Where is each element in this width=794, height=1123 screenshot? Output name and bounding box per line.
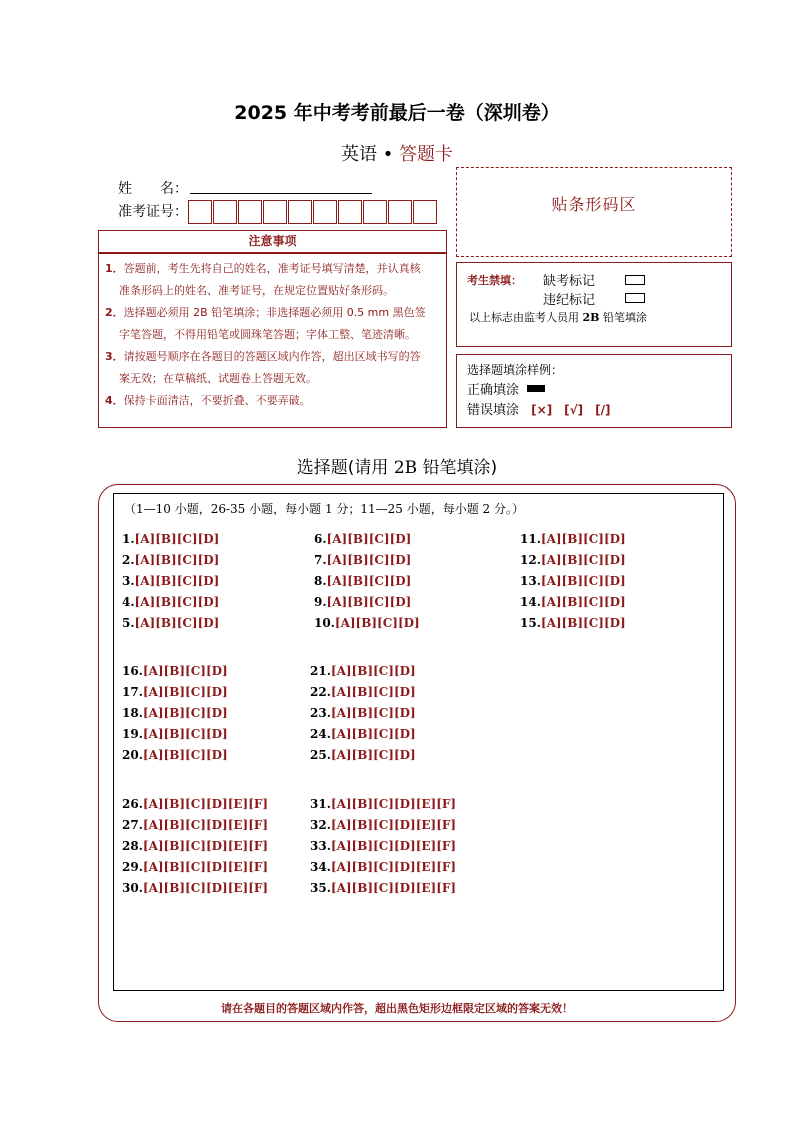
answer-options[interactable]: [A][B][C][D] [540, 532, 626, 546]
question-number: 3. [122, 574, 135, 588]
name-label: 姓 名： [118, 181, 188, 197]
note-item-cont: 字笔答题，不得用铅笔或圆珠笔答题；字体工整、笔迹清晰。 [119, 328, 416, 341]
question-group-26-30 [122, 797, 268, 902]
note-item: 4．保持卡面清洁，不要折叠、不要弄破。 [105, 394, 311, 407]
answer-options[interactable]: [A][B][C][D][E][F] [330, 818, 457, 832]
question-row [310, 664, 416, 685]
question-row [122, 706, 228, 727]
answer-options[interactable]: [A][B][C][D][E][F] [142, 797, 269, 811]
question-number: 17. [122, 685, 143, 699]
question-row [310, 797, 456, 818]
question-number: 31. [310, 797, 331, 811]
answer-options[interactable]: [A][B][C][D] [134, 532, 220, 546]
answer-options[interactable]: [A][B][C][D] [142, 664, 228, 678]
card-label: 答题卡 [399, 144, 454, 165]
question-number: 33. [310, 839, 331, 853]
question-number: 32. [310, 818, 331, 832]
question-row [520, 574, 626, 595]
answer-options[interactable]: [A][B][C][D] [326, 532, 412, 546]
question-number: 8. [314, 574, 327, 588]
question-number: 18. [122, 706, 143, 720]
question-number: 16. [122, 664, 143, 678]
id-digit-box[interactable] [213, 200, 237, 224]
answer-options[interactable]: [A][B][C][D] [134, 553, 220, 567]
id-digit-box[interactable] [413, 200, 437, 224]
question-number: 14. [520, 595, 541, 609]
violation-label: 违纪标记 [543, 293, 596, 308]
fill-example-box [456, 354, 732, 428]
forbidden-note: 以上标志由监考人员用 2B 铅笔填涂 [469, 311, 647, 324]
question-row [122, 664, 228, 685]
question-row [122, 685, 228, 706]
question-row [520, 595, 626, 616]
note-item-cont: 案无效；在草稿纸、试题卷上答题无效。 [119, 372, 317, 385]
question-number: 10. [314, 616, 335, 630]
barcode-label: 贴条形码区 [551, 195, 637, 214]
question-row [122, 881, 268, 902]
name-field[interactable] [190, 193, 372, 194]
question-group-31-35 [310, 797, 456, 902]
id-digit-box[interactable] [363, 200, 387, 224]
answer-options[interactable]: [A][B][C][D] [330, 664, 416, 678]
answer-options[interactable]: [A][B][C][D][E][F] [330, 860, 457, 874]
question-number: 24. [310, 727, 331, 741]
question-number: 11. [520, 532, 541, 546]
correct-fill-label: 正确填涂 [467, 383, 520, 398]
question-number: 34. [310, 860, 331, 874]
answer-options[interactable]: [A][B][C][D] [142, 706, 228, 720]
answer-options[interactable]: [A][B][C][D][E][F] [330, 881, 457, 895]
question-row [310, 839, 456, 860]
question-number: 35. [310, 881, 331, 895]
question-number: 28. [122, 839, 143, 853]
separator-dot: • [382, 144, 394, 165]
question-row [122, 748, 228, 769]
question-row [122, 616, 219, 637]
question-number: 22. [310, 685, 331, 699]
question-number: 27. [122, 818, 143, 832]
exam-id-boxes[interactable] [188, 200, 438, 224]
answer-options[interactable]: [A][B][C][D] [142, 685, 228, 699]
question-number: 29. [122, 860, 143, 874]
absent-label: 缺考标记 [543, 274, 596, 289]
answer-options[interactable]: [A][B][C][D] [540, 553, 626, 567]
question-row [314, 553, 420, 574]
note-item-cont: 准条形码上的姓名、准考证号，在规定位置贴好条形码。 [119, 284, 394, 297]
question-row [122, 797, 268, 818]
question-number: 6. [314, 532, 327, 546]
answer-options[interactable]: [A][B][C][D] [334, 616, 420, 630]
answer-options[interactable]: [A][B][C][D] [326, 595, 412, 609]
question-row [310, 727, 416, 748]
note-item: 2．选择题必须用 2B 铅笔填涂；非选择题必须用 0.5 mm 黑色签 [105, 306, 426, 319]
question-row [122, 532, 219, 553]
question-row [122, 727, 228, 748]
answer-options[interactable]: [A][B][C][D] [142, 748, 228, 762]
question-row [310, 706, 416, 727]
question-number: 1. [122, 532, 135, 546]
question-group-1-5 [122, 532, 219, 637]
question-group-11-15 [520, 532, 626, 637]
answer-options[interactable]: [A][B][C][D] [326, 574, 412, 588]
answer-options[interactable]: [A][B][C][D] [540, 595, 626, 609]
question-row [122, 574, 219, 595]
question-number: 12. [520, 553, 541, 567]
question-number: 7. [314, 553, 327, 567]
answer-options[interactable]: [A][B][C][D] [330, 727, 416, 741]
answer-options[interactable]: [A][B][C][D][E][F] [330, 839, 457, 853]
forbidden-label: 考生禁填： [467, 274, 522, 287]
answer-options[interactable]: [A][B][C][D] [134, 574, 220, 588]
answer-options[interactable]: [A][B][C][D] [330, 748, 416, 762]
question-row [122, 818, 268, 839]
question-number: 13. [520, 574, 541, 588]
barcode-area [456, 167, 732, 257]
question-row [310, 748, 416, 769]
score-instruction: （1—10 小题，26-35 小题，每小题 1 分；11—25 小题，每小题 2 分。） [124, 502, 525, 516]
fill-example-title: 选择题填涂样例： [467, 363, 564, 377]
question-row [310, 818, 456, 839]
question-row [122, 860, 268, 881]
answer-options[interactable]: [A][B][C][D] [540, 616, 626, 630]
notes-box [98, 253, 447, 428]
question-number: 2. [122, 553, 135, 567]
question-row [520, 553, 626, 574]
answer-options[interactable]: [A][B][C][D] [330, 706, 416, 720]
id-digit-box[interactable] [388, 200, 412, 224]
id-digit-box[interactable] [238, 200, 262, 224]
page-title: 2025 年中考考前最后一卷（深圳卷） [234, 102, 560, 124]
id-digit-box[interactable] [263, 200, 287, 224]
question-row [314, 616, 420, 637]
exam-id-label: 准考证号： [118, 204, 188, 220]
answer-options[interactable]: [A][B][C][D][E][F] [330, 797, 457, 811]
notes-heading: 注意事项 [98, 230, 447, 253]
answer-options[interactable]: [A][B][C][D] [326, 553, 412, 567]
question-number: 20. [122, 748, 143, 762]
question-row [520, 616, 626, 637]
question-number: 23. [310, 706, 331, 720]
question-number: 26. [122, 797, 143, 811]
answer-options[interactable]: [A][B][C][D] [134, 595, 220, 609]
answer-options[interactable]: [A][B][C][D] [540, 574, 626, 588]
wrong-fill-label: 错误填涂 [×] [√] [/] [467, 403, 611, 418]
answer-options[interactable]: [A][B][C][D] [134, 616, 220, 630]
question-row [122, 839, 268, 860]
forbidden-box [456, 262, 732, 347]
id-digit-box[interactable] [313, 200, 337, 224]
footer-warning: 请在各题目的答题区域内作答，超出黑色矩形边框限定区域的答案无效！ [221, 1002, 573, 1015]
answer-options[interactable]: [A][B][C][D] [142, 727, 228, 741]
question-row [310, 881, 456, 902]
question-row [314, 532, 420, 553]
note-item: 1．答题前，考生先将自己的姓名，准考证号填写清楚，并认真核 [105, 262, 421, 275]
question-row [122, 595, 219, 616]
question-row [314, 574, 420, 595]
id-digit-box[interactable] [188, 200, 212, 224]
question-row [310, 685, 416, 706]
section-title: 选择题(请用 2B 铅笔填涂) [296, 458, 498, 478]
answer-options[interactable]: [A][B][C][D] [330, 685, 416, 699]
answer-options[interactable]: [A][B][C][D][E][F] [142, 881, 269, 895]
answer-options[interactable]: [A][B][C][D][E][F] [142, 860, 269, 874]
question-row [122, 553, 219, 574]
absent-mark-box[interactable] [625, 275, 645, 285]
wrong-fill-samples: [×] [√] [/] [531, 403, 611, 417]
violation-mark-box[interactable] [625, 293, 645, 303]
question-number: 15. [520, 616, 541, 630]
question-group-16-20 [122, 664, 228, 769]
page-subtitle [0, 140, 794, 166]
question-number: 5. [122, 616, 135, 630]
answer-options[interactable]: [A][B][C][D][E][F] [142, 818, 269, 832]
correct-fill-sample [527, 385, 545, 392]
id-digit-box[interactable] [338, 200, 362, 224]
question-number: 30. [122, 881, 143, 895]
question-number: 19. [122, 727, 143, 741]
question-number: 4. [122, 595, 135, 609]
id-digit-box[interactable] [288, 200, 312, 224]
question-row [310, 860, 456, 881]
answer-options[interactable]: [A][B][C][D][E][F] [142, 839, 269, 853]
question-number: 21. [310, 664, 331, 678]
subject-label: 英语 [340, 144, 377, 165]
question-group-21-25 [310, 664, 416, 769]
question-row [314, 595, 420, 616]
question-row [520, 532, 626, 553]
note-item: 3．请按题号顺序在各题目的答题区域内作答，超出区域书写的答 [105, 350, 421, 363]
question-number: 9. [314, 595, 327, 609]
question-group-6-10 [314, 532, 420, 637]
question-number: 25. [310, 748, 331, 762]
